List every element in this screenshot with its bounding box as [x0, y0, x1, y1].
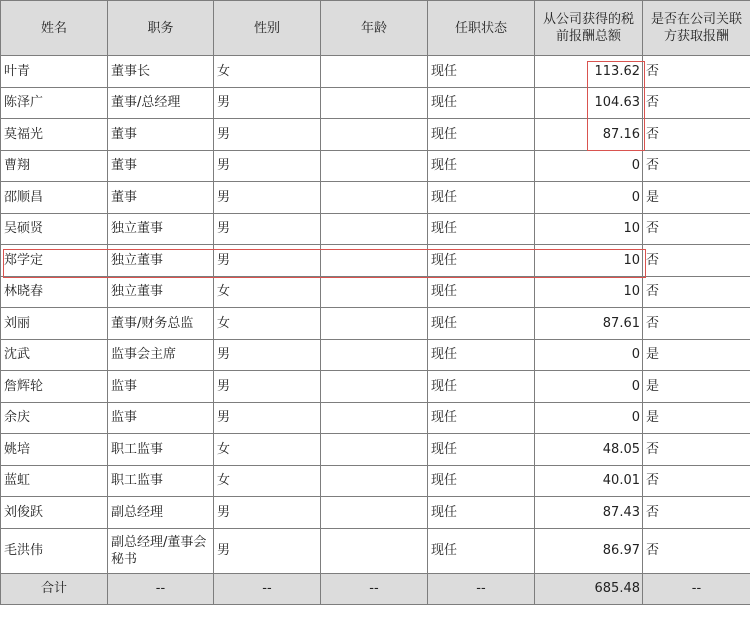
- header-age: 年龄: [321, 1, 428, 56]
- total-status: --: [428, 573, 535, 604]
- cell-pay: 10: [535, 245, 643, 277]
- cell-related: 否: [643, 434, 750, 466]
- cell-status: 现任: [428, 150, 535, 182]
- cell-name: 邵顺昌: [1, 182, 108, 214]
- cell-position: 监事会主席: [108, 339, 214, 371]
- total-age: --: [321, 573, 428, 604]
- cell-age: [321, 213, 428, 245]
- cell-age: [321, 434, 428, 466]
- total-gender: --: [214, 573, 321, 604]
- cell-name: 詹辉轮: [1, 371, 108, 403]
- total-row: [1, 573, 750, 604]
- cell-related: 否: [643, 56, 750, 88]
- cell-pay: 87.61: [535, 308, 643, 340]
- cell-name: 叶青: [1, 56, 108, 88]
- cell-status: 现任: [428, 213, 535, 245]
- cell-pay: 86.97: [535, 528, 643, 573]
- cell-name: 林晓春: [1, 276, 108, 308]
- table-row: [1, 213, 750, 245]
- cell-status: 现任: [428, 182, 535, 214]
- cell-position: 职工监事: [108, 465, 214, 497]
- cell-status: 现任: [428, 339, 535, 371]
- cell-position: 副总经理: [108, 497, 214, 529]
- table-row: [1, 87, 750, 119]
- table-row: [1, 182, 750, 214]
- header-name: 姓名: [1, 1, 108, 56]
- cell-pay: 104.63: [535, 87, 643, 119]
- cell-position: 副总经理/董事会秘书: [108, 528, 214, 573]
- cell-status: 现任: [428, 497, 535, 529]
- cell-position: 董事: [108, 119, 214, 151]
- cell-age: [321, 87, 428, 119]
- table-row: [1, 119, 750, 151]
- cell-name: 莫福光: [1, 119, 108, 151]
- cell-related: 否: [643, 87, 750, 119]
- cell-gender: 男: [214, 497, 321, 529]
- cell-status: 现任: [428, 528, 535, 573]
- cell-pay: 40.01: [535, 465, 643, 497]
- cell-name: 刘俊跃: [1, 497, 108, 529]
- table-row: [1, 276, 750, 308]
- cell-age: [321, 245, 428, 277]
- table-row: [1, 339, 750, 371]
- total-related: --: [643, 573, 750, 604]
- cell-status: 现任: [428, 371, 535, 403]
- cell-related: 否: [643, 497, 750, 529]
- cell-name: 余庆: [1, 402, 108, 434]
- header-row: [1, 1, 750, 56]
- cell-pay: 0: [535, 371, 643, 403]
- cell-position: 董事: [108, 150, 214, 182]
- cell-pay: 0: [535, 339, 643, 371]
- cell-status: 现任: [428, 402, 535, 434]
- header-pretax-pay: 从公司获得的税前报酬总额: [535, 1, 643, 56]
- cell-pay: 10: [535, 276, 643, 308]
- cell-pay: 87.16: [535, 119, 643, 151]
- total-position: --: [108, 573, 214, 604]
- cell-position: 董事: [108, 182, 214, 214]
- cell-related: 否: [643, 150, 750, 182]
- cell-name: 曹翔: [1, 150, 108, 182]
- table-row: [1, 528, 750, 573]
- cell-status: 现任: [428, 465, 535, 497]
- cell-name: 沈武: [1, 339, 108, 371]
- cell-position: 董事长: [108, 56, 214, 88]
- cell-position: 监事: [108, 371, 214, 403]
- cell-age: [321, 465, 428, 497]
- table-row: [1, 465, 750, 497]
- cell-age: [321, 339, 428, 371]
- cell-gender: 女: [214, 276, 321, 308]
- total-label: 合计: [1, 573, 108, 604]
- cell-pay: 0: [535, 150, 643, 182]
- cell-related: 否: [643, 465, 750, 497]
- header-position: 职务: [108, 1, 214, 56]
- total-pay: 685.48: [535, 573, 643, 604]
- table-row: [1, 150, 750, 182]
- cell-pay: 10: [535, 213, 643, 245]
- table-row: [1, 308, 750, 340]
- cell-gender: 女: [214, 56, 321, 88]
- cell-gender: 男: [214, 87, 321, 119]
- cell-pay: 113.62: [535, 56, 643, 88]
- cell-related: 否: [643, 528, 750, 573]
- cell-name: 吴硕贤: [1, 213, 108, 245]
- cell-age: [321, 182, 428, 214]
- cell-age: [321, 150, 428, 182]
- cell-age: [321, 276, 428, 308]
- cell-related: 是: [643, 402, 750, 434]
- cell-gender: 男: [214, 150, 321, 182]
- cell-name: 郑学定: [1, 245, 108, 277]
- cell-name: 蓝虹: [1, 465, 108, 497]
- cell-age: [321, 528, 428, 573]
- cell-gender: 男: [214, 245, 321, 277]
- cell-gender: 男: [214, 371, 321, 403]
- cell-status: 现任: [428, 87, 535, 119]
- cell-gender: 女: [214, 434, 321, 466]
- cell-gender: 男: [214, 528, 321, 573]
- cell-gender: 男: [214, 339, 321, 371]
- cell-pay: 0: [535, 402, 643, 434]
- cell-age: [321, 402, 428, 434]
- cell-age: [321, 308, 428, 340]
- cell-age: [321, 497, 428, 529]
- table-row: [1, 497, 750, 529]
- header-gender: 性别: [214, 1, 321, 56]
- cell-status: 现任: [428, 434, 535, 466]
- cell-name: 刘丽: [1, 308, 108, 340]
- cell-gender: 男: [214, 182, 321, 214]
- cell-gender: 男: [214, 402, 321, 434]
- cell-age: [321, 371, 428, 403]
- cell-gender: 男: [214, 213, 321, 245]
- cell-status: 现任: [428, 308, 535, 340]
- cell-status: 现任: [428, 245, 535, 277]
- cell-related: 否: [643, 119, 750, 151]
- cell-related: 是: [643, 182, 750, 214]
- cell-name: 陈泽广: [1, 87, 108, 119]
- cell-related: 是: [643, 339, 750, 371]
- cell-related: 否: [643, 276, 750, 308]
- header-related-party-pay: 是否在公司关联方获取报酬: [643, 1, 750, 56]
- cell-position: 独立董事: [108, 213, 214, 245]
- cell-related: 否: [643, 213, 750, 245]
- cell-position: 董事/财务总监: [108, 308, 214, 340]
- table-row: [1, 56, 750, 88]
- cell-position: 董事/总经理: [108, 87, 214, 119]
- cell-gender: 女: [214, 308, 321, 340]
- cell-related: 是: [643, 371, 750, 403]
- cell-name: 姚培: [1, 434, 108, 466]
- cell-status: 现任: [428, 276, 535, 308]
- cell-status: 现任: [428, 56, 535, 88]
- cell-position: 监事: [108, 402, 214, 434]
- cell-related: 否: [643, 308, 750, 340]
- cell-status: 现任: [428, 119, 535, 151]
- cell-pay: 48.05: [535, 434, 643, 466]
- cell-pay: 87.43: [535, 497, 643, 529]
- cell-name: 毛洪伟: [1, 528, 108, 573]
- table-row: [1, 402, 750, 434]
- header-status: 任职状态: [428, 1, 535, 56]
- cell-age: [321, 56, 428, 88]
- table-row: [1, 371, 750, 403]
- cell-related: 否: [643, 245, 750, 277]
- cell-position: 职工监事: [108, 434, 214, 466]
- cell-gender: 男: [214, 119, 321, 151]
- cell-age: [321, 119, 428, 151]
- cell-gender: 女: [214, 465, 321, 497]
- table-row: [1, 245, 750, 277]
- cell-position: 独立董事: [108, 245, 214, 277]
- table-row: [1, 434, 750, 466]
- cell-position: 独立董事: [108, 276, 214, 308]
- cell-pay: 0: [535, 182, 643, 214]
